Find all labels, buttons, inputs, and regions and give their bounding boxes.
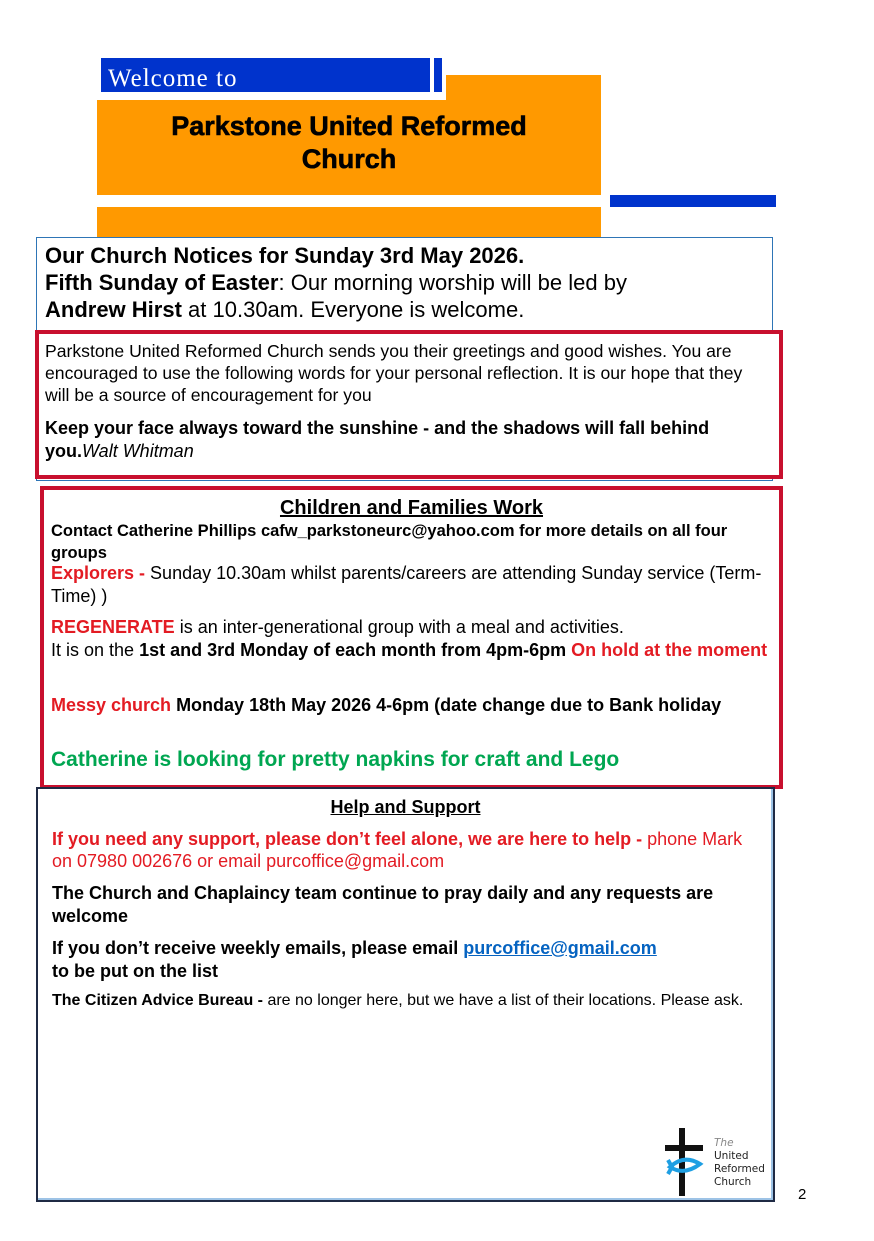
- notices-heading: Our Church Notices for Sunday 3rd May 2026.: [45, 243, 525, 268]
- notices-leader: Andrew Hirst: [45, 297, 182, 322]
- notices-occasion: Fifth Sunday of Easter: [45, 270, 279, 295]
- urc-logo-text: [714, 1137, 765, 1189]
- help-email-text-b: to be put on the list: [52, 961, 218, 981]
- logo-line2: Reformed: [714, 1163, 765, 1175]
- help-prayer-notice: The Church and Chaplaincy team continue to pray daily and any requests are welcome: [52, 883, 714, 926]
- notices-text: [45, 242, 765, 323]
- messy-church-text: Monday 18th May 2026 4-6pm (date change due to Bank holiday: [176, 695, 722, 715]
- help-support-heading: Help and Support: [330, 797, 481, 817]
- cross-horizontal: [665, 1145, 703, 1151]
- help-need-support: [52, 828, 767, 872]
- reflection-quote: [45, 417, 770, 463]
- church-title-line1: Parkstone United Reformed: [171, 111, 527, 141]
- children-families-contact: Contact Catherine Phillips cafw_parkstoneurc@yahoo.com for more details on all four groups: [51, 522, 728, 562]
- regenerate-label: REGENERATE: [51, 617, 175, 637]
- welcome-accent-bar: [434, 58, 442, 92]
- help-need-bold: If you need any support, please don’t feel alone, we are here to help -: [52, 829, 643, 849]
- logo-the: The: [714, 1137, 734, 1149]
- regenerate-text: is an inter-generational group with a meal and activities.: [174, 617, 624, 637]
- notices-sentence-1: : Our morning worship will be led by: [278, 270, 627, 295]
- page-number: 2: [798, 1186, 807, 1203]
- orange-banner-top: [446, 75, 601, 100]
- explorers-text: Sunday 10.30am whilst parents/careers are attending Sunday service (Term-Time) ): [51, 563, 762, 606]
- reflection-intro: Parkstone United Reformed Church sends you their greetings and good wishes. You are encouraged to use the following words for your personal reflection. It is our hope that they will be a source of encouragement for you: [45, 341, 743, 405]
- help-email-notice: [52, 937, 767, 983]
- quote-text: Keep your face always toward the sunshine - and the shadows will fall behind you.: [45, 418, 710, 461]
- quote-author: Walt Whitman: [82, 441, 194, 461]
- napkins-notice: Catherine is looking for pretty napkins for craft and Lego: [51, 748, 620, 771]
- church-title: [97, 110, 601, 176]
- orange-banner-bottom: [97, 207, 601, 237]
- citizen-advice-label: The Citizen Advice Bureau -: [52, 992, 268, 1009]
- welcome-text: Welcome to: [108, 65, 238, 92]
- messy-church-label: Messy church: [51, 695, 177, 715]
- email-link[interactable]: purcoffice@gmail.com: [463, 938, 657, 958]
- citizen-advice-notice: [52, 990, 767, 1011]
- logo-line1: United: [714, 1150, 749, 1162]
- regenerate-status: On hold at the moment: [571, 640, 768, 660]
- regenerate-line2: It is on the: [51, 640, 140, 660]
- church-title-line2: Church: [301, 144, 397, 174]
- help-need-contact: phone Mark on 07980 002676 or email purcoffice@gmail.com: [52, 829, 743, 871]
- regenerate-schedule: 1st and 3rd Monday of each month from 4pm-6pm: [139, 640, 572, 660]
- citizen-advice-text: are no longer here, but we have a list of their locations. Please ask.: [267, 992, 744, 1009]
- regenerate-item: [51, 616, 771, 662]
- explorers-label: Explorers -: [51, 563, 151, 583]
- help-email-text-a: If you don’t receive weekly emails, please email: [52, 938, 464, 958]
- children-families-heading: Children and Families Work: [279, 497, 544, 519]
- messy-church-item: [51, 694, 771, 717]
- explorers-item: [51, 562, 771, 608]
- blue-accent-bar: [610, 195, 776, 207]
- notices-sentence-2: at 10.30am. Everyone is welcome.: [181, 297, 525, 322]
- logo-line3: Church: [714, 1176, 752, 1188]
